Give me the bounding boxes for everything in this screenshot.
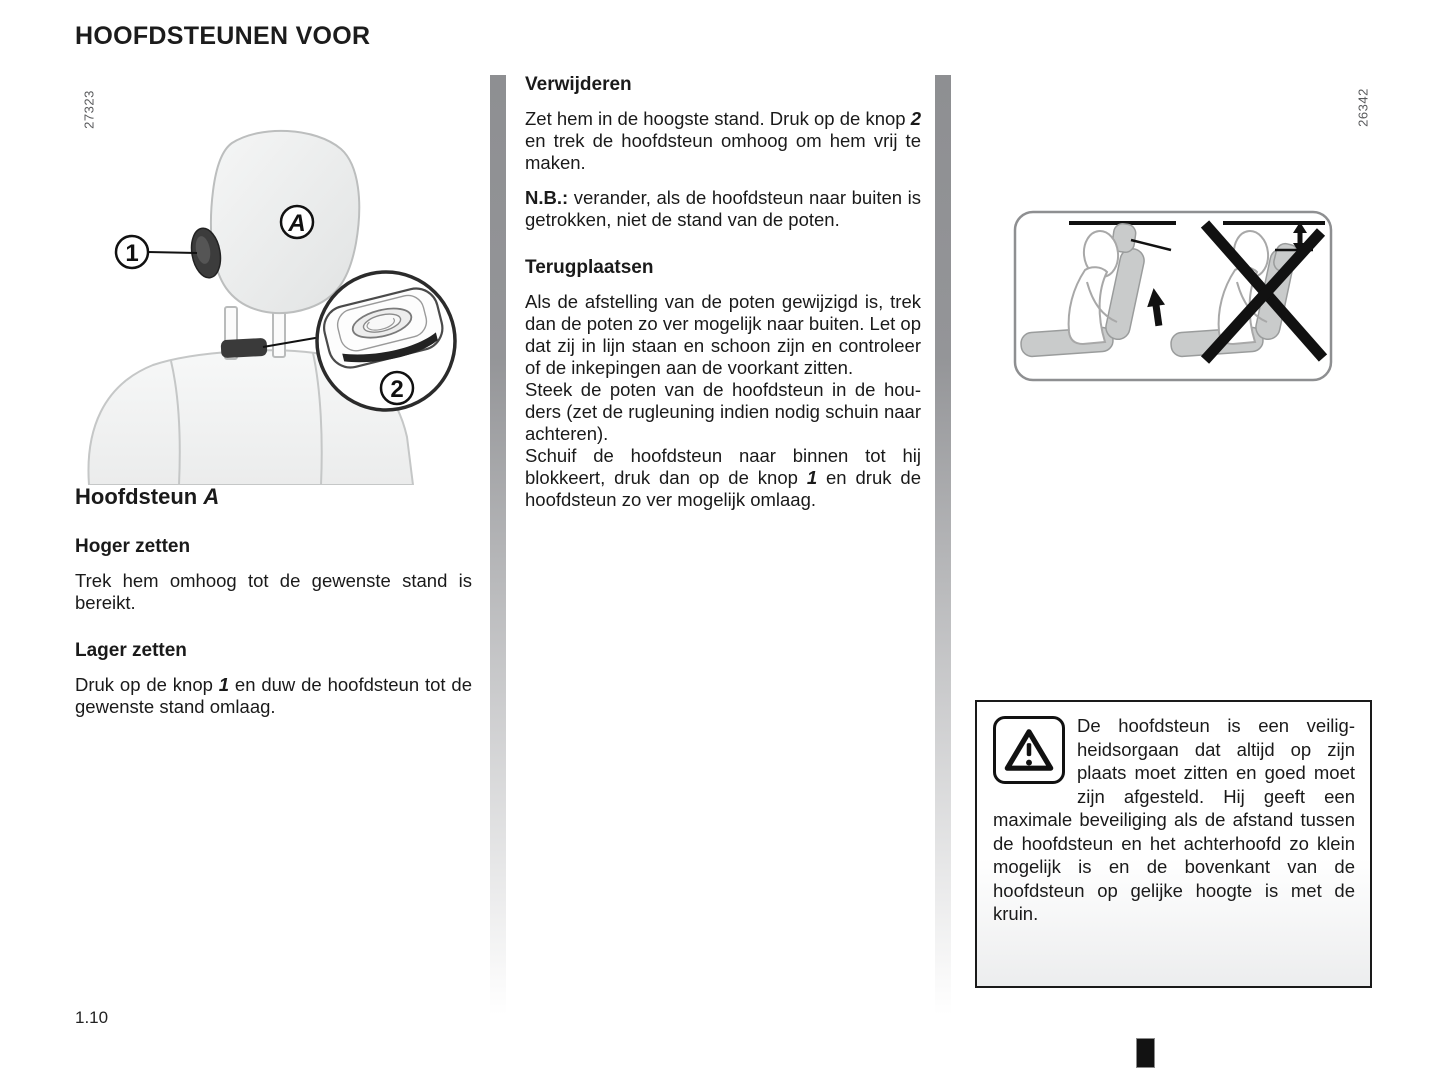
headrest-illustration: [75, 85, 475, 485]
subheading-verwijderen: Verwijderen: [525, 74, 632, 95]
svg-text:1: 1: [125, 240, 139, 267]
svg-text:2: 2: [390, 376, 404, 403]
warning-triangle-icon: [993, 716, 1065, 784]
figure-ref-right: 26342: [1355, 88, 1371, 127]
paragraph: Zet hem in de hoogste stand. Druk op de knop 2 en trek de hoofdsteun omhoog om hem vrij te maken.: [525, 108, 921, 173]
callout-1: [116, 236, 197, 268]
paragraph: Steek de poten van de hoofdsteun in de houders (zet de rugleuning indien nodig schuin naar achteren).: [525, 379, 921, 444]
left-column: [75, 484, 472, 731]
paragraph: Trek hem omhoog tot de gewenste stand is bereikt.: [75, 570, 472, 613]
section-heading: Hoofdsteun A: [75, 484, 220, 509]
paragraph: Druk op de knop 1 en duw de hoofdsteun tot de gewenste stand omlaag.: [75, 674, 472, 717]
warning-text: De hoofdsteun is een veiligheidsorgaan dat altijd op zijn plaats moet zitten en goed moet zijn afgesteld. Hij geeft een maximale beveiliging als de afstand tussen de hoofdsteun en het achterhoofd zo klein mogelijk is en de bovenkant van de hoofdsteun op gelijke hoogte is met de kruin.: [993, 715, 1355, 924]
column-divider-2: [935, 75, 951, 1015]
column-divider-1: [490, 75, 506, 1015]
section-tab-marker: [1136, 1038, 1155, 1068]
part-label-a: [281, 206, 313, 238]
svg-text:A: A: [288, 210, 306, 237]
page-title: HOOFDSTEUNEN VOOR: [75, 22, 371, 50]
warning-box: [975, 700, 1372, 988]
page-number: 1.10: [75, 1008, 109, 1027]
paragraph: N.B.: verander, als de hoofdsteun naar buiten is getrokken, niet de stand van de poten.: [525, 187, 921, 230]
paragraph: Als de afstelling van de poten gewijzigd is, trek dan de poten zo ver mogelijk naar buiten. Let op dat zij in lijn staan en schoon zijn en controleer of de inkepingen aan de voorkant zitten.: [525, 291, 921, 378]
figure-ref-left: 27323: [81, 90, 97, 129]
seat-position-illustration: [1013, 210, 1333, 382]
subheading-hoger-zetten: Hoger zetten: [75, 536, 191, 557]
paragraph: Schuif de hoofdsteun naar binnen tot hij blokkeert, druk dan op de knop 1 en druk de hoofdsteun zo ver mogelijk omlaag.: [525, 445, 921, 510]
subheading-lager-zetten: Lager zetten: [75, 640, 187, 661]
subheading-terugplaatsen: Terugplaatsen: [525, 257, 654, 278]
middle-column: [525, 74, 921, 511]
